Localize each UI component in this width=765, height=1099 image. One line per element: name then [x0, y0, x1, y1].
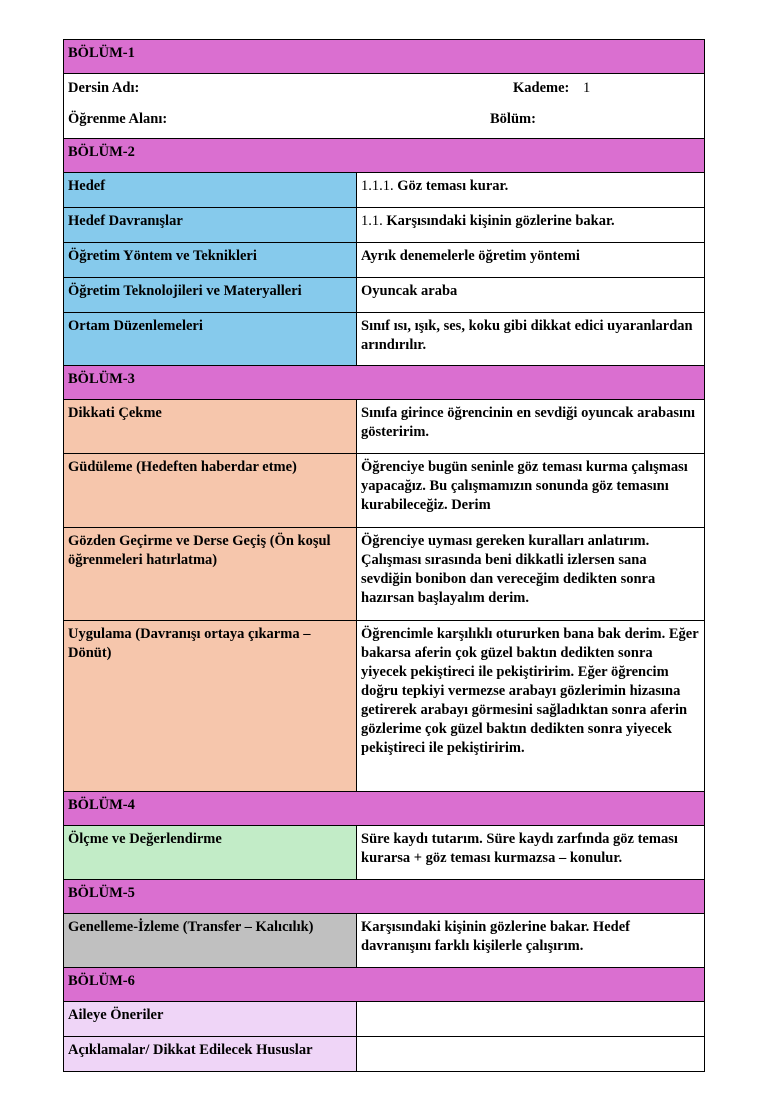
section-row-5: [64, 880, 705, 914]
genelleme-value: Karşısındaki kişinin gözlerine bakar. Hedef davranışını farklı kişilerle çalışırım.: [357, 914, 705, 968]
gozden-label: Gözden Geçirme ve Derse Geçiş (Ön koşul öğrenmeleri hatırlatma): [64, 528, 357, 621]
hedef-davranis-label: Hedef Davranışlar: [64, 208, 357, 243]
row-aciklama: [64, 1037, 705, 1072]
aciklama-label: Açıklamalar/ Dikkat Edilecek Hususlar: [64, 1037, 357, 1072]
dikkat-value: Sınıfa girince öğrencinin en sevdiği oyuncak arabasını gösteririm.: [357, 400, 705, 454]
section-row-2: [64, 139, 705, 173]
dikkat-label: Dikkati Çekme: [64, 400, 357, 454]
section-header-4: BÖLÜM-4: [64, 792, 705, 826]
kademe-label: Kademe:: [513, 80, 570, 96]
info-cell: [64, 74, 705, 139]
section-row-3: [64, 366, 705, 400]
row-gozden: [64, 528, 705, 621]
yontem-value: Ayrık denemelerle öğretim yöntemi: [357, 243, 705, 278]
teknoloji-value: Oyuncak araba: [357, 278, 705, 313]
olcme-label: Ölçme ve Değerlendirme: [64, 826, 357, 880]
uygulama-value: Öğrencimle karşılıklı otururken bana bak derim. Eğer bakarsa aferin çok güzel baktın dedikten sonra yiyecek pekiştireci ile pekiştiririm. Eğer öğrencim doğru tepkiyi vermezse arabayı gözlerimin hizasına getirerek arabayı görmesini sağladıktan sonra aferin gözlerime çok güzel baktın dedikten sonra yiyecek pekiştireci ile pekiştiririm.: [357, 621, 705, 792]
lesson-plan-table: [63, 39, 705, 1072]
row-gudule: [64, 454, 705, 528]
aile-label: Aileye Öneriler: [64, 1002, 357, 1037]
hedef-number: 1.1.1.: [361, 178, 394, 194]
kademe-value: 1: [583, 80, 591, 96]
row-aile: [64, 1002, 705, 1037]
aile-value: [357, 1002, 705, 1037]
row-yontem: [64, 243, 705, 278]
gudule-value: Öğrenciye bugün seninle göz teması kurma çalışması yapacağız. Bu çalışmamızın sonunda göz temasını kurabileceğiz. Derim: [357, 454, 705, 528]
ortam-label: Ortam Düzenlemeleri: [64, 313, 357, 366]
row-hedef: [64, 173, 705, 208]
hedef-value: Göz teması kurar.: [397, 178, 509, 194]
hedef-label: Hedef: [64, 173, 357, 208]
olcme-value: Süre kaydı tutarım. Süre kaydı zarfında göz teması kurarsa + göz teması kurmazsa – konulur.: [357, 826, 705, 880]
section-row-1: [64, 40, 705, 74]
uygulama-label: Uygulama (Davranışı ortaya çıkarma – Dönüt): [64, 621, 357, 792]
row-genelleme: [64, 914, 705, 968]
ders-label: Dersin Adı:: [68, 80, 140, 96]
hedef-davranis-value: Karşısındaki kişinin gözlerine bakar.: [386, 213, 615, 229]
ortam-value: Sınıf ısı, ışık, ses, koku gibi dikkat edici uyaranlardan arındırılır.: [357, 313, 705, 366]
genelleme-label: Genelleme-İzleme (Transfer – Kalıcılık): [64, 914, 357, 968]
gudule-label: Güdüleme (Hedeften haberdar etme): [64, 454, 357, 528]
hedef-value-cell: [357, 173, 705, 208]
gozden-value: Öğrenciye uyması gereken kuralları anlatırım. Çalışması sırasında beni dikkatli izlersen sana sevdiğin bonibon dan vereceğim dedikten sonra hazırsan başlayalım derim.: [357, 528, 705, 621]
bolum-label: Bölüm:: [490, 111, 536, 127]
section-header-5: BÖLÜM-5: [64, 880, 705, 914]
section-row-4: [64, 792, 705, 826]
row-uygulama: [64, 621, 705, 792]
section-row-6: [64, 968, 705, 1002]
teknoloji-label: Öğretim Teknolojileri ve Materyalleri: [64, 278, 357, 313]
yontem-label: Öğretim Yöntem ve Teknikleri: [64, 243, 357, 278]
alan-label: Öğrenme Alanı:: [68, 111, 168, 127]
hedef-davranis-number: 1.1.: [361, 213, 383, 229]
row-hedef-davranis: [64, 208, 705, 243]
info-row: [64, 74, 705, 139]
row-ortam: [64, 313, 705, 366]
aciklama-value: [357, 1037, 705, 1072]
section-header-2: BÖLÜM-2: [64, 139, 705, 173]
row-teknoloji: [64, 278, 705, 313]
hedef-davranis-value-cell: [357, 208, 705, 243]
row-olcme: [64, 826, 705, 880]
section-header-6: BÖLÜM-6: [64, 968, 705, 1002]
row-dikkat: [64, 400, 705, 454]
section-header-3: BÖLÜM-3: [64, 366, 705, 400]
section-header-1: BÖLÜM-1: [64, 40, 705, 74]
